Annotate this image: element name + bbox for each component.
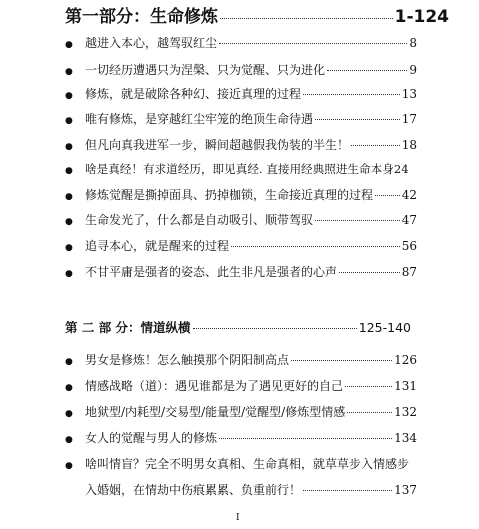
toc-entry-page: 87	[401, 265, 417, 279]
bullet-icon: ●	[65, 166, 73, 176]
part1-title: 第一部分：生命修炼	[65, 7, 218, 27]
dot-leader	[351, 145, 400, 146]
toc-entry[interactable]	[65, 136, 417, 153]
part2-title: 第 二 部 分：情道纵横	[65, 320, 191, 335]
toc-entry[interactable]	[65, 85, 417, 102]
dot-leader	[345, 386, 392, 387]
toc-entry-page: 24	[393, 162, 409, 176]
toc-entry[interactable]	[65, 429, 417, 446]
bullet-icon: ●	[65, 435, 73, 445]
bullet-icon: ●	[65, 357, 73, 367]
toc-entry-title: 入婚姻，在情劫中伤痕累累、负重前行！	[85, 483, 302, 497]
dot-leader	[315, 220, 400, 221]
toc-entry[interactable]	[65, 263, 417, 280]
bullet-icon: ●	[65, 461, 73, 471]
toc-entry-page: 8	[409, 36, 417, 50]
bullet-icon: ●	[65, 91, 73, 101]
dot-leader	[315, 119, 400, 120]
toc-entry[interactable]	[65, 377, 417, 394]
toc-entry[interactable]	[65, 110, 417, 127]
dot-leader	[327, 70, 407, 71]
dot-leader	[347, 412, 392, 413]
toc-entry-page: 131	[394, 379, 417, 393]
dot-leader	[291, 360, 392, 361]
toc-entry-page: 17	[401, 112, 417, 126]
bullet-icon: ●	[65, 192, 73, 202]
toc-entry-title: 啥叫情盲？完全不明男女真相、生命真相，就草草步入情感步	[85, 457, 410, 471]
toc-entry-page: 132	[394, 405, 417, 419]
toc-entry-title: 地狱型/内耗型/交易型/能量型/觉醒型/修炼型情感	[85, 405, 346, 419]
bullet-icon: ●	[65, 67, 73, 77]
toc-entry-title: 唯有修炼，是穿越红尘牢笼的绝顶生命待遇	[85, 112, 314, 126]
toc-entry[interactable]	[65, 186, 417, 203]
bullet-icon: ●	[65, 269, 73, 279]
toc-entry[interactable]	[65, 161, 421, 177]
part2-heading[interactable]	[65, 318, 411, 336]
toc-entry-page: 137	[394, 483, 417, 497]
toc-entry-title: 男女是修炼！怎么触摸那个阴阳制高点	[85, 353, 290, 367]
toc-entry[interactable]	[65, 351, 417, 368]
bullet-icon: ●	[65, 217, 73, 227]
bullet-icon: ●	[65, 142, 73, 152]
toc-entry-title: 但凡向真我进军一步，瞬间超越假我伪装的半生！	[85, 138, 350, 152]
part1-heading[interactable]	[65, 2, 449, 27]
bullet-icon: ●	[65, 116, 73, 126]
toc-entry-page: 18	[401, 138, 417, 152]
toc-entry[interactable]	[65, 455, 423, 472]
toc-entry-title: 一切经历遭遇只为涅槃、只为觉醒、只为进化	[85, 63, 326, 77]
page-number: I	[236, 513, 240, 523]
dot-leader	[339, 272, 400, 273]
toc-entry-title: 女人的觉醒与男人的修炼	[85, 431, 218, 445]
dot-leader	[375, 195, 400, 196]
dot-leader	[220, 18, 393, 19]
toc-entry-title: 追寻本心，就是醒来的过程	[85, 239, 230, 253]
toc-entry-page: 9	[409, 63, 417, 77]
toc-entry-page: 42	[401, 188, 417, 202]
toc-entry-page: 56	[401, 239, 417, 253]
part2-page: 125-140	[358, 320, 411, 335]
toc-entry[interactable]	[65, 34, 417, 51]
bullet-icon: ●	[65, 409, 73, 419]
dot-leader	[231, 246, 400, 247]
toc-entry[interactable]	[65, 61, 417, 78]
toc-entry[interactable]	[65, 237, 417, 254]
toc-entry[interactable]	[65, 211, 417, 228]
toc-entry-page: 134	[394, 431, 417, 445]
toc-entry-page: 13	[401, 87, 417, 101]
toc-entry-title: 啥是真经！有求道经历，即见真经. 直接用经典照进生命本身	[85, 162, 394, 176]
toc-entry-title: 越进入本心，越驾驭红尘	[85, 36, 218, 50]
bullet-icon: ●	[65, 383, 73, 393]
bullet-icon: ●	[65, 243, 73, 253]
toc-entry-title: 生命发光了，什么都是自动吸引、顺带驾驭	[85, 213, 314, 227]
toc-entry-page: 126	[394, 353, 417, 367]
dot-leader	[303, 490, 392, 491]
dot-leader	[303, 94, 400, 95]
toc-entry-title: 修炼觉醒是撕掉面具、扔掉枷锁，生命接近真理的过程	[85, 188, 374, 202]
part1-page: 1-124	[394, 7, 449, 27]
toc-entry-page: 47	[401, 213, 417, 227]
toc-entry-title: 修炼，就是破除各种幻、接近真理的过程	[85, 87, 302, 101]
toc-entry-title: 情感战略（道）：遇见谁都是为了遇见更好的自己	[85, 379, 344, 393]
dot-leader	[219, 43, 407, 44]
bullet-icon: ●	[65, 40, 73, 50]
dot-leader	[193, 328, 357, 329]
toc-entry-title: 不甘平庸是强者的姿态、此生非凡是强者的心声	[85, 265, 338, 279]
toc-entry[interactable]	[65, 403, 417, 420]
dot-leader	[219, 438, 392, 439]
toc-entry-continuation[interactable]	[85, 481, 417, 498]
